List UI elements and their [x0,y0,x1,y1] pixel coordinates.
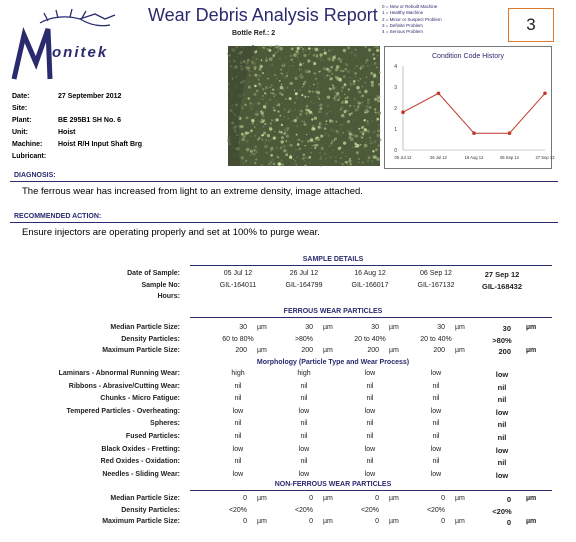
table-cell: 200 [367,347,379,354]
legend-item: 3 = Definite Problem [382,22,423,28]
info-label: Unit: [12,129,28,136]
row-label: Ribbons - Abrasive/Cutting Wear: [68,382,180,390]
table-cell: 0 [243,495,247,502]
unit-label: µm [389,324,399,331]
table-cell: low [495,445,509,455]
divider [190,265,552,266]
table-cell: low [364,407,376,415]
info-row [12,129,76,136]
table-cell: 200 [498,347,511,356]
row-label: Density Particles: [121,335,180,343]
row-label: Median Particle Size: [110,324,180,331]
unit-label: µm [323,495,333,502]
legend-item: 2 = Minor or Suspect Problem [382,16,442,22]
table-cell: high [297,370,311,377]
x-tick-label: 16 Aug 12 [464,155,484,160]
unit-label: µm [455,347,465,354]
table-cell: nil [300,382,308,390]
table-cell: low [364,370,376,377]
section-heading: Morphology (Particle Type and Wear Process) [256,359,410,366]
row-label: Median Particle Size: [110,495,180,502]
x-tick-label: 27 Sep 12 [535,155,555,160]
unit-label: µm [257,518,267,525]
table-cell: 20 to 40% [354,335,386,343]
row-label: Sample No: [141,281,180,289]
table-cell: low [430,407,442,415]
table-cell: <20% [294,506,314,514]
info-row [12,105,58,112]
table-cell: low [364,470,376,478]
unit-label: µm [389,518,399,525]
table-cell: nil [300,458,308,466]
unit-label: µm [257,347,267,354]
condition-code-badge: 3 [508,8,554,42]
table-cell: nil [300,420,308,428]
row-label: Needles - Sliding Wear: [102,470,180,478]
table-cell: nil [497,395,507,405]
divider [10,222,558,223]
info-value: Hoist [58,129,76,136]
table-cell: nil [366,433,374,440]
table-cell: 26 Jul 12 [289,270,319,277]
table-cell: 0 [506,495,511,504]
unit-label: µm [323,518,333,525]
table-cell: 0 [375,518,379,525]
unit-label: µm [455,495,465,502]
table-cell: 0 [506,518,511,527]
unit-label: µm [455,518,465,525]
action-text: Ensure injectors are operating properly and set at 100% to purge wear. [22,227,320,238]
row-label: Spheres: [150,420,180,428]
table-cell: >80% [294,335,314,343]
data-point [543,92,547,96]
unit-label: µm [526,347,537,354]
row-label: Chunks - Micro Fatigue: [100,395,180,403]
table-cell: nil [497,382,507,392]
action-label: RECOMMENDED ACTION: [14,213,102,220]
table-cell: 30 [305,324,313,331]
unit-label: µm [389,347,399,354]
table-cell: nil [234,382,242,390]
table-cell: 0 [243,518,247,525]
unit-label: µm [455,324,465,331]
table-cell: nil [497,420,507,430]
condition-legend [382,4,442,35]
table-cell: 30 [437,324,445,331]
legend-item: 1 = Healthy Machine [382,10,424,16]
table-cell: nil [432,433,440,440]
table-cell: low [298,445,310,453]
table-cell: 200 [433,347,445,354]
table-cell: nil [432,458,440,466]
data-point [401,110,405,114]
table-cell: low [232,470,244,478]
table-cell: 0 [309,518,313,525]
table-cell: 200 [235,347,247,354]
table-cell: 0 [441,518,445,525]
series-line [403,93,545,133]
row-label: Hours: [157,293,180,300]
info-label: Plant: [12,117,32,124]
info-row [12,93,121,100]
table-cell: nil [366,395,374,403]
info-row [12,153,58,160]
table-cell: high [231,370,245,377]
section-heading: NON-FERROUS WEAR PARTICLES [274,481,392,488]
wear-debris-image [228,46,380,166]
unit-label: µm [257,324,267,331]
logo-wordmark: onitek [52,44,109,61]
table-cell: low [232,445,244,453]
table-cell: nil [366,458,374,466]
divider [190,317,552,318]
table-cell: nil [234,433,242,440]
info-label: Site: [12,105,28,112]
row-label: Maximum Particle Size: [102,347,180,354]
data-point [472,131,476,135]
table-cell: >80% [492,335,512,345]
section-heading: SAMPLE DETAILS [302,256,364,263]
table-cell: low [430,370,442,377]
info-label: Machine: [12,141,43,148]
y-tick-label: 4 [394,64,397,70]
table-cell: nil [300,433,308,440]
table-cell: 60 to 80% [222,335,254,343]
y-tick-label: 2 [394,106,397,112]
table-cell: nil [366,420,374,428]
chart-title: Condition Code History [432,53,504,60]
row-label: Tempered Particles - Overheating: [66,407,180,415]
table-cell: <20% [228,506,248,514]
table-cell: 0 [309,495,313,502]
data-point [437,92,441,96]
table-cell: low [430,470,442,478]
x-tick-label: 26 Jul 12 [430,155,447,160]
legend-item: 4 = Serious Problem [382,29,423,35]
table-cell: low [364,445,376,453]
row-label: Fused Particles: [125,433,180,440]
row-label: Date of Sample: [127,270,180,277]
table-cell: 30 [502,324,511,333]
table-cell: 27 Sep 12 [484,270,520,279]
table-cell: <20% [360,506,380,514]
table-cell: 200 [301,347,313,354]
diagnosis-text: The ferrous wear has increased from light to an extreme density, image attached. [22,186,363,197]
table-cell: GIL-164011 [219,281,257,289]
table-cell: 0 [375,495,379,502]
table-cell: nil [497,433,507,442]
section-heading: FERROUS WEAR PARTICLES [283,308,383,315]
info-label: Date: [12,93,30,100]
table-cell: <20% [426,506,446,514]
info-value: BE 295B1 SH No. 6 [58,117,122,124]
row-label: Laminars - Abnormal Running Wear: [58,370,180,377]
info-row [12,117,121,124]
data-point [508,131,512,135]
unit-label: µm [389,495,399,502]
table-cell: nil [300,395,308,403]
table-cell: 05 Jul 12 [223,270,253,277]
table-cell: GIL-168432 [481,281,523,291]
info-row [12,141,142,148]
table-cell: low [495,407,509,417]
y-tick-label: 0 [394,148,397,154]
info-value: 27 September 2012 [58,93,122,100]
y-tick-label: 1 [394,127,397,133]
legend-item: 0 = New or Rebuilt Machine [382,4,438,9]
table-cell: low [495,470,509,480]
table-cell: 0 [441,495,445,502]
row-label: Maximum Particle Size: [102,518,180,525]
table-cell: 06 Sep 12 [420,270,452,277]
table-cell: nil [366,382,374,390]
table-cell: low [298,470,310,478]
table-cell: 20 to 40% [420,335,452,343]
table-cell: nil [432,395,440,403]
unit-label: µm [526,324,537,331]
row-label: Red Oxides - Oxidation: [100,458,180,466]
table-cell: <20% [492,506,512,516]
condition-code-chart [384,46,555,169]
unit-label: µm [526,495,537,502]
row-label: Density Particles: [121,506,180,514]
chart-plot [385,60,555,165]
unit-label: µm [257,495,267,502]
table-cell: 16 Aug 12 [354,270,386,277]
divider [10,181,558,182]
table-cell: low [298,407,310,415]
table-cell: low [232,407,244,415]
info-label: Lubricant: [12,153,47,160]
table-cell: nil [432,420,440,428]
row-label: Black Oxides - Fretting: [101,445,180,453]
table-cell: nil [234,458,242,466]
table-cell: 30 [239,324,247,331]
table-cell: 30 [371,324,379,331]
table-cell: nil [234,395,242,403]
unit-label: µm [526,518,537,525]
bottle-ref: Bottle Ref.: 2 [232,30,276,37]
x-tick-label: 06 Sep 12 [499,155,520,160]
unit-label: µm [323,347,333,354]
info-value: Hoist R/H Input Shaft Brg [58,141,142,148]
table-cell: GIL-164799 [285,281,323,289]
table-cell: nil [497,458,507,468]
divider [190,490,552,491]
unit-label: µm [323,324,333,331]
table-cell: nil [432,382,440,390]
table-cell: GIL-166017 [351,281,389,289]
table-cell: GIL-167132 [417,281,455,289]
diagnosis-label: DIAGNOSIS: [14,172,56,179]
table-cell: low [495,370,509,379]
table-cell: low [430,445,442,453]
report-title: Wear Debris Analysis Report [148,5,378,25]
table-cell: nil [234,420,242,428]
y-tick-label: 3 [394,85,397,91]
x-tick-label: 05 Jul 12 [394,155,412,160]
